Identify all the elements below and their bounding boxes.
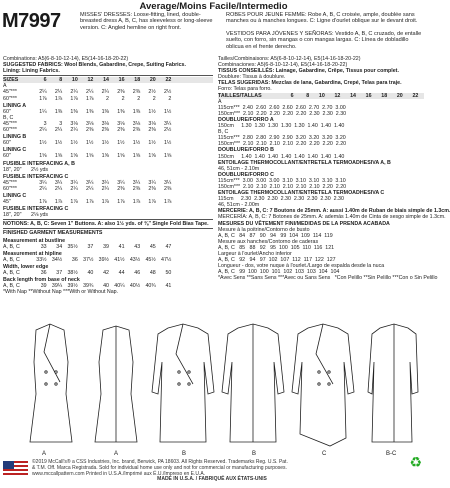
finished-measurements-rows <box>3 238 213 290</box>
row-label: A <box>3 83 7 90</box>
sizes-header-row-fr <box>218 93 424 99</box>
cell-value: 1½ <box>70 140 78 147</box>
size-column: 6 <box>290 92 294 99</box>
nap-note: *With Nap **Without Nap ***With or Without Nap. <box>3 289 119 296</box>
cell-value: 37 <box>87 243 94 250</box>
chart-line: TISSUS CONSEILLÉS: Lainage, Gabardine, Crêpe, Tissus pour complet. <box>218 68 399 75</box>
cell-value: 1½ <box>163 140 172 147</box>
copyright-line-1: ©2019 McCall's® a CSS Industries, Inc. brand, Berwick, PA 18603. All Rights Reserved. Trademarks Reg. U.S. Pat. <box>32 459 288 465</box>
cell-value: 1⅞ <box>70 95 78 102</box>
cell-value: 41 <box>165 283 172 290</box>
cell-value: 2¼ <box>39 127 47 134</box>
recycle-icon: ♻ <box>409 454 422 470</box>
copyright-line-2: & T.M. Off. Marca Registrada. Sold for individual home use only and not for commercial or manufacturing purposes. <box>32 464 287 471</box>
cell-value: 3⅛ <box>101 120 109 127</box>
cell-value: 1⅝ <box>101 153 109 160</box>
cell-value <box>140 167 156 173</box>
cell-value: 39 <box>103 243 109 250</box>
section-heading: FUSIBLE INTERFACING C <box>3 206 69 213</box>
cell-value: 1⅞ <box>101 199 109 206</box>
row-label: 45" <box>3 199 11 206</box>
cell-value: 50 <box>165 270 172 276</box>
cell-value: 39¼ <box>51 283 63 290</box>
chart-line: Doublure: Tissus à doublure. <box>218 74 286 81</box>
cell-value: 3¼ <box>148 179 156 186</box>
chart-line: A <box>218 98 222 105</box>
cell-value: 1½ <box>148 108 156 115</box>
cell-value: 1⅞ <box>39 95 47 102</box>
french-spanish-yardage-chart <box>218 56 450 282</box>
cell-value: 2 <box>168 95 172 102</box>
cell-value: 2 <box>137 95 141 102</box>
english-yardage-chart <box>3 56 213 295</box>
cell-value: 3⅛ <box>132 120 141 127</box>
section-heading: Back length from base of neck <box>3 277 80 284</box>
cell-value: 40½ <box>129 283 141 290</box>
chart-line: DOUBLURE/FORRO B <box>218 147 274 154</box>
cell-value: 2⅜ <box>132 185 141 192</box>
cell-value: 1¼ <box>39 108 47 115</box>
size-column: 12 <box>87 77 94 84</box>
chart-line: Mesure aux hanches/Contorno de caderas <box>218 238 319 245</box>
chart-line: 115cm*** 2.80 2.80 2.90 2.90 3.20 3.20 3.20 3.20 <box>218 135 346 142</box>
row-label: 45"*** <box>3 120 17 127</box>
cell-value: 38½ <box>67 270 78 276</box>
cell-value: 2⅜ <box>117 89 125 96</box>
cell-value: 1⅞ <box>117 199 125 206</box>
cell-value: 33½ <box>36 256 47 263</box>
cell-value: 41 <box>118 243 125 250</box>
cell-value: 1½ <box>117 140 125 147</box>
dress-a-front-illustration <box>30 324 72 442</box>
cell-value: 3¼ <box>70 179 78 186</box>
section-heading: LINING C <box>3 147 27 154</box>
cell-value: 1⅝ <box>86 153 94 160</box>
combinations-line-fr: Tailles/Combinaisons: A5(6-8-10-12-14), E5(14-16-18-20-22) <box>218 56 361 62</box>
cell-value <box>125 167 141 173</box>
cell-value: 37 <box>56 270 63 276</box>
row-label: A, B, C <box>3 256 20 263</box>
cell-value: 2¼ <box>101 185 109 192</box>
cell-value: 1½ <box>163 108 172 115</box>
cell-value: 1⅝ <box>39 153 47 160</box>
cell-value: 3⅛ <box>70 120 78 127</box>
cell-value: 39 <box>40 283 47 290</box>
chart-line: Mesure à la poitrine/Contorno de busto <box>218 226 310 233</box>
caption-view-c: C <box>322 451 327 457</box>
row-label: 18", 20" <box>3 212 22 219</box>
chart-line: 150cm*** 2.10 2.10 2.10 2.10 2.20 2.20 2.20 2.20 <box>218 141 347 148</box>
cell-value: 2¼ <box>86 89 94 96</box>
description-spanish: VESTIDOS PARA JÓVENES Y SEÑORAS: Vestido A, B, C cruzado, de entalle suelto, con forro, sin mangas o con mangas largas. C: Línea de dobladillo oblicua en el frente derecho. <box>226 31 422 50</box>
cell-value: 2⅜ <box>148 127 156 134</box>
cell-value: 1⅝ <box>163 153 172 160</box>
cell-value: 43 <box>134 243 141 250</box>
cell-value: 3 <box>43 120 47 127</box>
cell-value: 2¼ <box>101 89 109 96</box>
description-french: ROBES POUR JEUNE FEMME: Robe A, B, C croisée, ample, doublée sans manches ou à manches longues. C: Ligne d'ourlet oblique sur le devant droit. <box>226 12 418 25</box>
cell-value: 2¼ <box>39 185 47 192</box>
cell-value: 3¼ <box>54 179 63 186</box>
row-label: 60"*** <box>3 127 17 134</box>
cell-value <box>156 167 172 173</box>
size-column: 20 <box>149 77 156 84</box>
chart-line: Forro: Telas para forro. <box>218 86 272 93</box>
cell-value: 3¼ <box>132 179 141 186</box>
size-column: 18 <box>134 77 141 84</box>
yardage-row <box>3 212 213 218</box>
dress-c-front-illustration <box>292 324 354 446</box>
chart-line: *Avec Sens **Sans Sens ***Avec ou Sans Sens *Con Pelillo **Sin Pelillo ***Con o Sin Pelillo <box>218 275 438 282</box>
dress-a-back-illustration <box>95 326 137 442</box>
cell-value: 1½ <box>132 140 141 147</box>
cell-value: 1⅞ <box>86 199 94 206</box>
chart-line: A, B, C 84 87 90 94 99 104 109 114 119 <box>218 232 333 239</box>
section-heading: Width, lower edge <box>3 263 49 270</box>
cell-value: 43½ <box>129 256 141 263</box>
chart-line: 115cm 2.30 2.30 2.30 2.30 2.30 2.30 2.30 2.30 <box>218 196 344 203</box>
cell-value: 2½ <box>163 89 172 96</box>
cell-value: 1½ <box>39 140 47 147</box>
yardage-row <box>3 244 213 250</box>
cell-value: 1½ <box>148 140 156 147</box>
cell-value: 2⅜ <box>86 127 94 134</box>
cell-value: 1⅜ <box>86 108 94 115</box>
chart-line: Largeur à l'ourlet/Ancho inferior <box>218 251 292 257</box>
yardage-row <box>3 140 213 146</box>
cell-value: 1⅜ <box>101 108 109 115</box>
yardage-row <box>3 199 213 205</box>
chart-line: B, C <box>218 129 229 136</box>
cell-value: 47 <box>165 243 172 250</box>
cell-value: 1⅝ <box>70 153 78 160</box>
cell-value: 34 <box>56 243 63 250</box>
difficulty-level-title: Average/Moins Facile/Intermedio <box>139 1 288 12</box>
caption-view-b-front: B <box>182 451 187 457</box>
cell-value: 39½ <box>67 283 78 290</box>
size-column: 14 <box>350 92 356 99</box>
cell-value <box>93 167 109 173</box>
section-heading: Measurement at bustline <box>3 237 66 244</box>
row-label: 60"*** <box>3 95 17 102</box>
cell-value: 1⅝ <box>148 153 156 160</box>
caption-view-bc-back: B-C <box>386 451 397 457</box>
row-label: A, B, C <box>3 283 20 290</box>
section-heading: LINING C <box>3 192 27 199</box>
divider <box>3 75 213 76</box>
cell-value: 3¼ <box>163 120 172 127</box>
cell-value <box>109 212 125 218</box>
chart-line: 115cm*** 3.00 3.00 3.00 3.10 3.10 3.10 3.10 3.10 <box>218 177 346 184</box>
cell-value: 1⅞ <box>39 199 47 206</box>
caption-view-a-back: A <box>114 451 119 457</box>
row-label: 60" <box>3 108 11 115</box>
cell-value: 1⅞ <box>54 95 63 102</box>
cell-value: 2⅜ <box>132 89 141 96</box>
cell-value: 2¼ <box>86 185 94 192</box>
cell-value: 47½ <box>161 256 172 263</box>
cell-value: 2⅜ <box>117 127 125 134</box>
size-column: 18 <box>381 92 388 99</box>
chart-line: 150cm*** 2.10 2.20 2.20 2.20 2.20 2.30 2.30 2.30 <box>218 110 347 117</box>
section-heading: Measurement at hipline <box>3 250 62 257</box>
row-label: B, C <box>3 114 14 121</box>
usa-flag-icon <box>3 461 28 475</box>
chart-line: MERCERIE: A, B, C: 7 Boutons de 25mm. A: aussi 1.40m de Ruban de biais simple de 1.3cm. <box>218 208 450 215</box>
cell-value: 3¼ <box>86 179 94 186</box>
cell-value: 34½ <box>51 256 63 263</box>
chart-line: 150cm 1.30 1.30 1.30 1.30 1.30 1.40 1.40 1.40 <box>218 123 345 130</box>
cell-value: 42 <box>103 270 109 276</box>
cell-value: 2¼ <box>70 185 78 192</box>
cell-value: 1⅞ <box>54 199 63 206</box>
cell-value: 2½ <box>148 89 156 96</box>
size-column: 14 <box>103 77 109 84</box>
cell-value <box>93 212 109 218</box>
size-column: 20 <box>396 92 403 99</box>
row-label: A, B, C <box>3 270 20 276</box>
cell-value: 3¼ <box>39 179 47 186</box>
cell-value: 40 <box>87 270 94 276</box>
chart-line: A, B, C 92 94 97 102 107 112 117 122 127 <box>218 257 336 264</box>
cell-value: 1⅜ <box>132 108 141 115</box>
row-label: 45"*** <box>3 89 17 96</box>
yardage-row <box>3 167 213 173</box>
cell-value: 2 <box>106 95 109 102</box>
chart-line: Combinaciones: A5(6-8-10-12-14), E5(14-16-18-20-22) <box>218 62 348 69</box>
cell-value: 1⅜ <box>70 108 78 115</box>
dress-b-front-illustration <box>152 324 214 442</box>
chart-line: 115cm*** 2.40 2.60 2.60 2.60 2.60 2.70 2.70 3.00 <box>218 104 346 111</box>
chart-line: 46, 51cm - 2.00m <box>218 202 260 209</box>
cell-value <box>62 167 78 173</box>
chart-line: DOUBLURE/FORRO A <box>218 116 274 123</box>
cell-value: 33 <box>40 243 47 250</box>
cell-value: 36 <box>40 270 47 276</box>
description-english: MISSES' DRESSES: Loose-fitting, lined, double-breasted dress A, B, C, has sleeveless or long-sleeve version. C: Angled hemline on right front. <box>80 12 213 31</box>
lining-fabrics: Lining: Lining Fabrics. <box>3 68 60 75</box>
garment-illustrations <box>8 322 418 452</box>
chart-line: MERCERÍA: A, B, C: 7 Botones de 25mm. A: además 1.40m de Cinta de sesgo simple de 1.3cm. <box>218 214 446 221</box>
section-heading: FUSIBLE INTERFACING A, B <box>3 160 75 167</box>
cell-value: 2½ yds <box>31 166 49 173</box>
cell-value: 1½ <box>86 140 94 147</box>
cell-value: 2¼ <box>54 89 63 96</box>
yardage-row <box>3 270 213 276</box>
cell-value: 3⅛ <box>117 120 125 127</box>
french-spanish-lines <box>218 62 450 282</box>
cell-value: 1⅝ <box>132 153 141 160</box>
chart-line: A, B, C 99 100 100 101 102 103 103 104 104 <box>218 269 340 276</box>
cell-value <box>125 212 141 218</box>
dress-b-back-illustration <box>222 324 284 442</box>
cell-value: 2⅜ <box>132 127 141 134</box>
cell-value: 36 <box>71 256 78 263</box>
cell-value: 1⅝ <box>54 153 63 160</box>
size-column: 10 <box>71 77 78 84</box>
cell-value: 3¼ <box>163 179 172 186</box>
yardage-rows <box>3 83 213 218</box>
yardage-row <box>3 96 213 102</box>
cell-value: 2⅜ <box>163 185 172 192</box>
chart-line: A, B, C 85 88 92 95 100 105 110 116 121 <box>218 244 335 251</box>
cell-value: 1½ <box>101 140 109 147</box>
suggested-fabrics: SUGGESTED FABRICS: Wool Blends, Gabardine, Crepe, Suiting Fabrics. <box>3 62 186 69</box>
cell-value: 1⅝ <box>117 153 125 160</box>
row-label: 60" <box>3 153 11 160</box>
cell-value: 1⅞ <box>86 95 94 102</box>
cell-value: 2 <box>121 95 125 102</box>
chart-line: ENTOILAGE THERMOCOLLANT/ENTRETELA TERMOADHESIVA C <box>218 190 385 197</box>
cell-value <box>47 167 63 173</box>
size-column: 22 <box>412 92 419 99</box>
row-label: 45"*** <box>3 179 17 186</box>
cell-value: 2⅛ yds <box>31 212 49 219</box>
cell-value: 2¼ <box>39 89 47 96</box>
section-heading: LINING B <box>3 134 27 141</box>
cell-value: 3¼ <box>117 179 125 186</box>
cell-value: 2¼ <box>70 127 78 134</box>
size-column: 10 <box>318 92 325 99</box>
cell-value: 46 <box>134 270 141 276</box>
caption-view-b-back: B <box>252 451 257 457</box>
chart-line: 46, 51cm - 2.10m <box>218 165 260 172</box>
size-column: 16 <box>118 77 125 84</box>
cell-value: 2 <box>152 95 156 102</box>
pattern-number: M7997 <box>2 10 61 32</box>
section-heading: FUSIBLE INTERFACING C <box>3 173 69 180</box>
cell-value: 2½ <box>163 127 172 134</box>
divider <box>3 228 213 229</box>
cell-value: 1⅜ <box>54 108 63 115</box>
chart-line: Longueur - dos, votre nuque à l'ourlet./Largo de espalda desde la nuca <box>218 263 385 270</box>
cell-value: 1½ <box>54 140 63 147</box>
finished-measurements-title: FINISHED GARMENT MEASUREMENTS <box>3 230 103 237</box>
cell-value: 1⅜ <box>117 108 125 115</box>
cell-value: 44 <box>118 270 125 276</box>
size-column: 16 <box>365 92 372 99</box>
cell-value: 1⅞ <box>70 199 78 206</box>
cell-value <box>62 212 78 218</box>
cell-value <box>140 212 156 218</box>
yardage-row <box>3 257 213 263</box>
cell-value: 39½ <box>98 256 109 263</box>
cell-value: 3¼ <box>101 179 109 186</box>
sizes-label: SIZES <box>3 77 19 84</box>
chart-line: 150cm*** 2.10 2.10 2.10 2.10 2.10 2.10 2.20 2.20 <box>218 183 347 190</box>
row-label: 18", 20" <box>3 166 22 173</box>
made-in-usa: MADE IN U.S.A. / FABRIQUÉ AUX ÉTATS-UNIS <box>157 476 267 483</box>
cell-value <box>109 167 125 173</box>
chart-line: TELAS SUGERIDAS: Mezclas de lana, Gabardina, Crepé, Telas para traje. <box>218 80 402 87</box>
cell-value: 37½ <box>83 256 94 263</box>
sizes-label: TAILLES/TALLAS <box>218 92 262 99</box>
cell-value: 39¾ <box>83 283 94 290</box>
cell-value: 3⅛ <box>148 120 156 127</box>
row-label: 60"*** <box>3 185 17 192</box>
cell-value: 1⅞ <box>163 199 172 206</box>
size-column: 8 <box>59 77 63 84</box>
yardage-row <box>3 186 213 192</box>
cell-value <box>78 167 94 173</box>
cell-value: 41½ <box>114 256 125 263</box>
caption-view-a-front: A <box>42 451 47 457</box>
cell-value <box>78 212 94 218</box>
chart-line: 150cm 1.40 1.40 1.40 1.40 1.40 1.40 1.40 1.40 <box>218 153 345 160</box>
cell-value: 2⅜ <box>148 185 156 192</box>
yardage-row <box>3 127 213 133</box>
row-label: A, B, C <box>3 243 20 250</box>
chart-line: DOUBLURE/FORRO C <box>218 171 274 178</box>
copyright-line-3: www.mccallpattern.com Printed in U.S.A./Imprimé aux É.U./Impreso en E.U.A. <box>32 470 206 477</box>
chart-line: MESURES DU VÊTEMENT FINI/MEDIDAS DE LA PRENDA ACABADA <box>218 220 390 227</box>
dress-bc-back-illustration <box>368 324 418 442</box>
notions: NOTIONS: A, B, C: Seven 1" Buttons. A: also 1½ yds. of ⅜" Single Fold Bias Tape. <box>3 221 209 228</box>
combinations-line: Combinations: A5(6-8-10-12-14), E5(14-16-18-20-22) <box>3 56 129 62</box>
chart-line: ENTOILAGE THERMOCOLLANT/ENTRETELA TERMOADHESIVA A, B <box>218 159 391 166</box>
cell-value: 2¼ <box>54 127 63 134</box>
section-heading: LINING A <box>3 102 27 109</box>
cell-value: 2⅜ <box>101 127 109 134</box>
cell-value: 40¼ <box>114 283 125 290</box>
cell-value <box>156 212 172 218</box>
cell-value: 2¼ <box>54 185 63 192</box>
row-label: 60" <box>3 140 11 147</box>
cell-value: 35½ <box>67 243 78 250</box>
cell-value: 3 <box>59 120 63 127</box>
cell-value: 3⅛ <box>86 120 94 127</box>
cell-value: 48 <box>149 270 156 276</box>
cell-value: 2⅜ <box>117 185 125 192</box>
cell-value: 2¼ <box>70 89 78 96</box>
cell-value: 40¾ <box>145 283 156 290</box>
size-column: 8 <box>306 92 310 99</box>
cell-value: 45 <box>149 243 156 250</box>
cell-value: 1⅞ <box>132 199 141 206</box>
size-column: 22 <box>165 77 172 84</box>
cell-value: 40 <box>103 283 109 290</box>
size-column: 6 <box>43 77 47 84</box>
size-column: 12 <box>334 92 341 99</box>
footer-text <box>32 460 392 483</box>
yardage-row <box>3 153 213 159</box>
cell-value: 45½ <box>145 256 156 263</box>
cell-value <box>47 212 63 218</box>
cell-value: 1⅞ <box>148 199 156 206</box>
